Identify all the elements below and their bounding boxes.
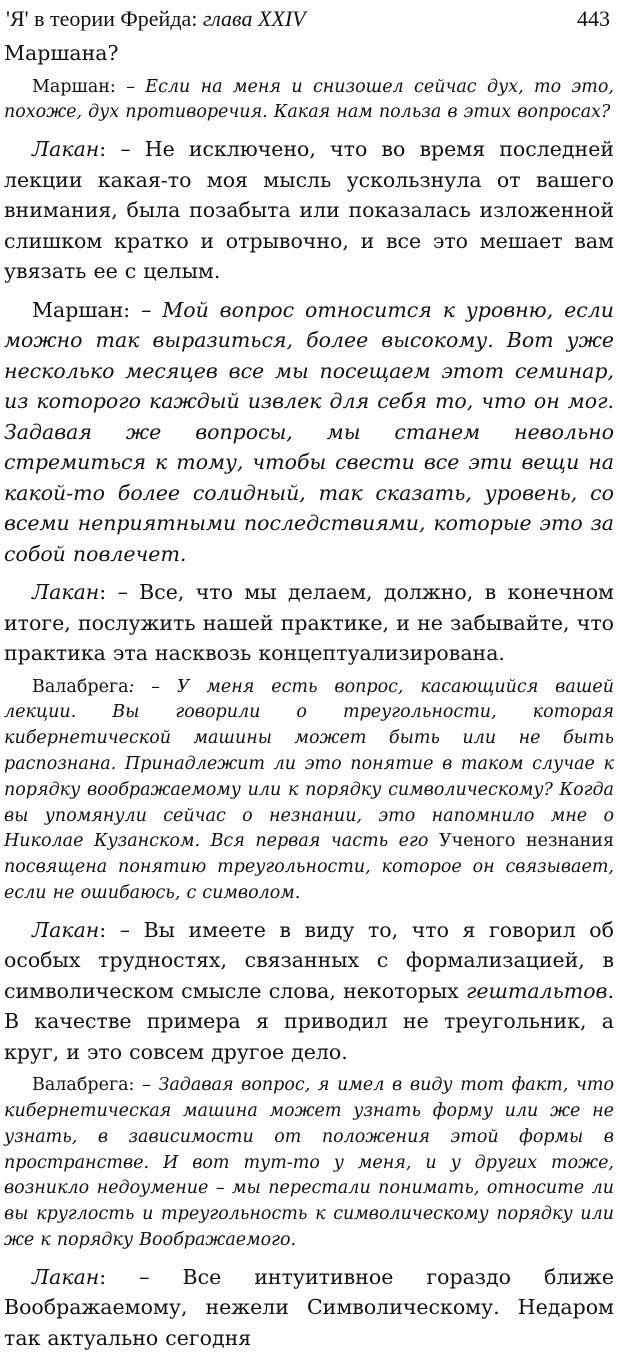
page-number: 443	[577, 6, 610, 31]
paragraph-text: . В качестве примера я приводил не треугольник, а круг, и это совсем другое дело.	[4, 978, 614, 1064]
paragraph-question	[4, 675, 614, 907]
paragraph-question	[4, 1073, 614, 1254]
speaker-name: Лакан	[32, 917, 100, 942]
speaker-name: Валабрега:	[32, 1075, 135, 1096]
speaker-name: Лакан	[32, 137, 100, 162]
paragraph-text: – Мой вопрос относится к уровню, если можно так выразиться, более высокому. Вот уже несколько месяцев все мы посещаем этот семинар, из которого каждый извлек для себя то, что он мог. Задавая же вопросы, мы станем невольно стремиться к тому, чтобы свести все эти вещи на какой-то более солидный, так сказать, уровень, со всеми неприятными последствиями, которые это за собой повлечет.	[4, 297, 614, 566]
paragraph-text: – Если на меня и снизошел сейчас дух, то это, похоже, дух противоречия. Какая нам польза в этих вопросах?	[4, 76, 614, 123]
running-head-title-main: 'Я' в теории Фрейда:	[6, 6, 203, 31]
paragraph-text: : – У меня есть вопрос, касающийся вашей лекции. Вы говорили о треугольности, которая кибернетической машины может быть или не быть распознана. Принадлежит ли это понятие в таком случае к порядку воображаемому или к порядку символическому? Когда вы упомянули сейчас о незнании, это напомнило мне о Николае Кузанском. Вся первая часть его	[4, 676, 614, 852]
paragraph-text: : – Не исключено, что во время последней лекции какая-то моя мысль ускользнула от вашего внимания, была позабыта или показалась изложенной слишком кратко и отрывочно, и все это мешает вам увязать ее с целым.	[4, 137, 614, 284]
book-page	[4, 4, 614, 1350]
book-title: Ученого незнания	[438, 831, 614, 852]
speaker-name: Маршан:	[32, 297, 131, 322]
paragraph-answer	[4, 1262, 614, 1353]
speaker-name: Маршан:	[32, 76, 116, 97]
paragraph-answer	[4, 134, 614, 287]
speaker-name: Лакан	[32, 580, 100, 605]
paragraph-continuation	[4, 38, 614, 69]
speaker-name: Валабрега	[32, 676, 129, 697]
emphasis-term: гештальтов	[465, 978, 608, 1003]
running-head	[4, 4, 614, 38]
paragraph-question	[4, 295, 614, 570]
paragraph-answer	[4, 577, 614, 669]
paragraph-text: : – Вы имеете в виду то, что я говорил об особых трудностях, связанных с формализацией, в символическом смысле слова, некоторых	[4, 917, 614, 1003]
running-head-title	[6, 4, 306, 34]
paragraph-text: посвящена понятию треугольности, которое он связывает, если не ошибаюсь, с символом.	[4, 857, 614, 903]
speaker-name: Лакан	[32, 1264, 100, 1289]
running-head-title-chapter: глава XXIV	[202, 6, 306, 31]
paragraph-answer	[4, 915, 614, 1068]
paragraph-text: – Задавая вопрос, я имел в виду тот факт, что кибернетическая машина может узнать форму или же не узнать, в зависимости от положения этой формы в пространстве. И вот тут-то у меня, и у других тоже, возникло недоумение – мы перестали понимать, относите ли вы круглость и треугольность к символическому порядку или же к порядку Воображаемого.	[4, 1075, 614, 1251]
paragraph-question	[4, 75, 614, 127]
paragraph-text: Маршана?	[4, 41, 119, 65]
paragraph-text: : – Все, что мы делаем, должно, в конечном итоге, послужить нашей практике, и не забывайте, что практика эта насквозь концептуализирована.	[4, 580, 614, 666]
paragraph-text: : – Все интуитивное гораздо ближе Воображаемому, нежели Символическому. Недаром так актуально сегодня	[4, 1264, 614, 1350]
